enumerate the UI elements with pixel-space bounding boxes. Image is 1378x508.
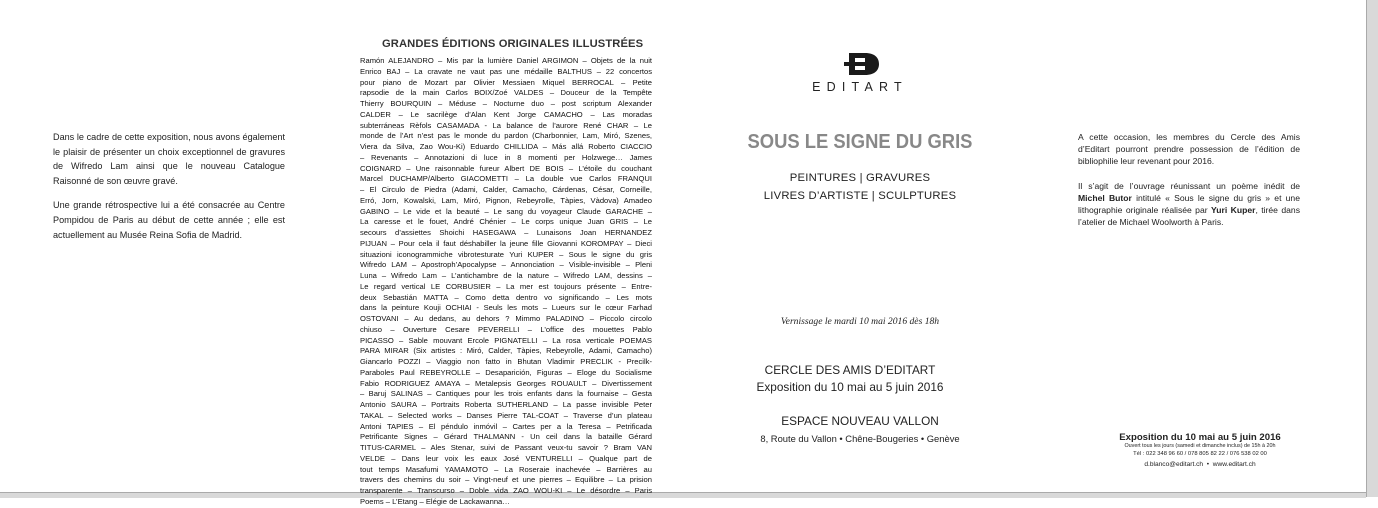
editions-list-line: chiuso – Ouverture Cesare PEVERELLI – L’office des mouettes Pablo [360,324,652,334]
cercle-block [680,362,1020,396]
editions-list-line: Petrificante Signes – Gérard THALMANN - Un ceil dans la bataille Gérard [360,432,652,442]
edition-text-c: , tirée dans l’atelier de Michael Woolworth à Paris. [1078,205,1300,228]
footer-separator: • [1204,461,1213,468]
editions-list-line: – El Circulo de Piedra (Adami, Calder, Camacho, Cárdenas, César, Corneille, [360,185,652,194]
footer-contact [1110,461,1290,468]
editions-list-line: GABINO – Le vide et la beauté – Le sang du voyageur Claude GARACHE – [360,206,652,216]
editions-list-line: Antoni TAPIES – El péndulo inmóvil – Cartes per a la Teresa – Petrificada [360,421,652,431]
right-paragraph-edition [1078,180,1300,229]
editions-list-line: secours d’assiettes Shoichi HASEGAWA – Lunaisons Joan HERNANDEZ [360,228,652,237]
footer-dates: Exposition du 10 mai au 5 juin 2016 [1119,432,1281,443]
venue-name: ESPACE NOUVEAU VALLON [781,414,939,428]
editions-list-line: La caresse et le fouet, André Chénier – Le corps unique Juan GRIS – Le [360,217,652,227]
editions-list-line: PARA MIRAR (Six artistes : Miró, Calder, Tàpies, Rebeyrolle, Adami, Camacho) [360,346,652,356]
editions-list-line: dans la peinture Kouji OCHIAI - Seuls les mots – Lueurs sur le cœur Farhad [360,303,652,313]
editions-list-line: CALDER – Le sacrilège d’Alan Kent Jorge CAMACHO – Las moradas [360,109,652,119]
editions-list-line: TITUS-CARMEL – Ales Stenar, suivi de Passant veux-tu savoir ? Bram VAN [360,443,652,452]
editions-list-line: Viera da Silva, Zao Wou-Ki) Eduardo CHILLIDA – Más allá Roberto CIACCIO [360,142,652,151]
editions-list-line: Poems – L’Etang – Elégie de Lackawanna… [360,496,510,506]
editions-list-line: pour piano de Mozart par Olivier Messiaen Miquel BERROCAL – Petite [360,77,652,87]
editions-list-line: OSTOVANI – Au dedans, au dehors ? Mimmo PALADINO – Piccolo circolo [360,314,652,323]
editions-list-line: Thierry BOURQUIN – Méduse – Nocturne duo – post scriptum Alexander [360,99,652,108]
editions-list-line: Enrico BAJ – La cravate ne vaut pas une médaille BALTHUS – 22 concertos [360,66,652,76]
editions-list-line: rapsodie de la main Carlos BOIX/Zoé VALDES – Douceur de la Tempête [360,88,652,98]
media-line-2: LIVRES D’ARTISTE | SCULPTURES [763,190,957,202]
editions-list-line: Ramón ALEJANDRO – Mis par la lumière Daniel ARGIMON – Objets de la nuit [360,56,652,65]
editions-list-line: tout temps Masafumi YAMAMOTO – La Roseraie inachevée – Barrières au [360,464,652,474]
editions-list-line: subterráneas Rèfols CASAMADA - La balance de l’aurore René CHAR – Le [360,120,652,130]
editart-logo-icon [841,50,881,78]
artist-name: Yuri Kuper [1211,205,1256,216]
editions-list-line: – Revenants – Annotazioni di luce in 8 momenti per Holzwege… James [360,152,652,162]
editions-list-line: Paraboles Paul REBEYROLLE – Desaparición, Figuras – Eloge du Socialisme [360,367,652,377]
footer-email[interactable]: d.blanco@editart.ch [1144,461,1204,468]
footer-hours: Ouvert tous les jours (samedi et dimanche inclus) de 15h à 20h [1124,443,1276,449]
right-panel [1078,131,1300,240]
editions-list-line: COIGNARD – Une raisonnable fureur Albert DE BOIS – L’étoile du couchant [360,163,652,173]
editions-list-line: transparente – Transcurso – Doble vida ZAO WOU-KI – Le désordre – Paris [360,486,652,495]
editions-list-line: TAKAL – Selected works – Danses Pierre TAL-COAT – Traverse d’un plateau [360,410,652,420]
editions-list-line: Erró, Jorn, Kowalski, Lam, Miró, Pignon, Rebeyrolle, Tàpies, Vàdova) Amadeo [360,195,652,205]
brand-name: EDITART [812,80,908,94]
edition-text-b: intitulé « Sous le signe du gris » et une lithographie originale réalisée par [1078,192,1300,216]
footer-info [1110,432,1290,468]
left-panel [53,130,285,252]
vernissage-text: Vernissage le mardi 10 mai 2016 dès 18h [780,316,940,327]
editions-list-line: Giancarlo POZZI – Viaggio non fatto in Bhutan Vladimir PRECLIK - Precilk- [360,357,652,366]
editions-list-title: GRANDES ÉDITIONS ORIGINALES ILLUSTRÉES [382,38,644,50]
exhibition-title: SOUS LE SIGNE DU GRIS [747,131,973,153]
window-edge-right [1366,0,1378,497]
editions-list-line: Marcel DUCHAMP/Alberto GIACOMETTI – La double vue Carlos FRANQUI [360,174,652,184]
footer-website[interactable]: www.editart.ch [1212,461,1256,468]
edition-text-a: Il s’agit de l’ouvrage réunissant un poème inédit de [1078,180,1300,191]
editions-list-line: situazioni iconogrammiche vibrotesturate Yuri KUPER – Sous le signe du gris [360,249,652,259]
editions-list-line: travers des chemins du soir – Vingt-neuf et une pierres – Equilibre – La prision [360,475,652,485]
venue-address: 8, Route du Vallon • Chêne-Bougeries • Genève [760,433,960,444]
window-edge-bottom [0,492,1366,498]
right-paragraph-members: A cette occasion, les membres du Cercle des Amis d’Editart pourront prendre possession de l’édition de bibliophilie leur revenant pour 2016. [1078,132,1300,167]
left-paragraph-retrospective: Une grande rétrospective lui a été consacrée au Centre Pompidou de Paris au début de cette année ; elle est actuellement au Musée Reina Sofia de Madrid. [53,200,285,240]
editions-list-line: Luna – Wifredo Lam – L’antichambre de la nature – Wifredo LAM, dessins – [360,271,652,280]
editions-list-line: Wifredo LAM – Apostroph’Apocalypse – Annonciation – Visible-invisible – Pleni [360,260,652,270]
media-line-1: PEINTURES | GRAVURES [789,172,931,184]
editions-list-line: monde de l’Art n’est pas le monde du pardon (Charbonnier, Lam, Miró, Szenes, [360,131,652,141]
author-name: Michel Butor [1078,192,1132,203]
editions-list-line: Le regard vertical LE CORBUSIER – La mer est toujours présente – Entre- [360,281,652,291]
editions-list [360,56,652,508]
editions-list-line: – Baruj SALINAS – Cantiques pour les trois enfants dans la fournaise – Gesta [360,389,652,399]
editions-list-line: Fabio RODRIGUEZ AMAYA – Metalepsis Georges ROUAULT – Divertissement [360,378,652,388]
left-paragraph-lam-catalogue: Dans le cadre de cette exposition, nous avons également le plaisir de présenter un choix exceptionnel de gravures de Wifredo Lam ainsi que le nouveau Catalogue Raisonné de son œuvre gravé. [53,132,285,186]
editions-list-line: deux Sebastián MATTA – Como detta dentro vo significando – Les mots [360,292,652,302]
exhibition-dates: Exposition du 10 mai au 5 juin 2016 [756,380,944,394]
cercle-name: CERCLE DES AMIS D’EDITART [764,363,936,377]
footer-phone: Tél : 022 348 96 60 / 078 805 82 22 / 076 538 02 00 [1133,451,1267,457]
editions-list-line: PICASSO – Sable mouvant Ercole PIGNATELLI – La rosa verticale POEMAS [360,335,652,345]
editions-list-line: PIJUAN – Pour cela il faut déshabiller la jeune fille Giovanni KOROMPAY – Dieci [360,238,652,248]
editions-list-line: VELDE – Dans leur voix les eaux José VENTURELLI – Qualque part de [360,453,652,463]
editions-list-line: Antonio SAURA – Portraits Roberta SUTHERLAND – La passe invisible Peter [360,400,652,409]
